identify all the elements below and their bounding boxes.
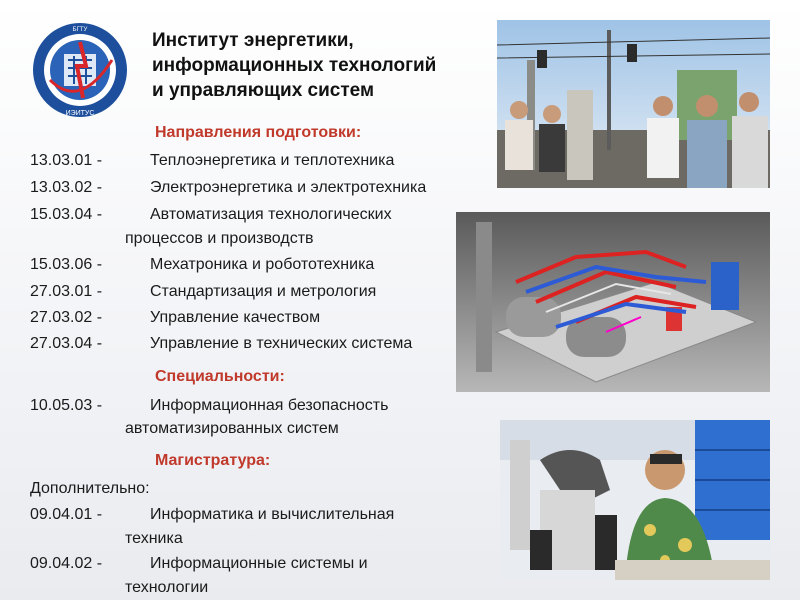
svg-text:ИЭИТУС: ИЭИТУС [65, 110, 95, 117]
master-name: Информатика и вычислительная [150, 506, 395, 523]
master-name-continued: техника [125, 530, 183, 547]
program-name: Мехатроника и робототехника [150, 256, 375, 273]
master-code: 09.04.02 - [30, 555, 103, 572]
title-line-2: информационных технологий [152, 55, 437, 76]
program-code: 27.03.04 - [30, 335, 103, 352]
master-name-continued: технологии [125, 579, 209, 596]
program-name: Автоматизация технологических [150, 206, 392, 223]
program-name: Управление в технических система [150, 335, 413, 352]
program-name: Теплоэнергетика и теплотехника [150, 152, 395, 169]
photo-substation [497, 20, 770, 188]
specialty-name-continued: автоматизированных систем [125, 420, 339, 437]
program-code: 13.03.01 - [30, 152, 103, 169]
program-name: Управление качеством [150, 309, 321, 326]
additional-label: Дополнительно: [30, 480, 150, 497]
institute-logo [30, 20, 130, 120]
photo-robotics-student [500, 420, 770, 580]
program-name: Электроэнергетика и электротехника [150, 179, 427, 196]
program-code: 27.03.02 - [30, 309, 103, 326]
specialty-code: 10.05.03 - [30, 397, 103, 414]
section-heading-napravleniya: Направления подготовки: [155, 124, 362, 141]
title-line-1: Институт энергетики, [152, 30, 354, 51]
program-name: Стандартизация и метрология [150, 283, 377, 300]
title-line-3: и управляющих систем [152, 80, 375, 101]
specialty-name: Информационная безопасность [150, 397, 389, 414]
program-code: 15.03.04 - [30, 206, 103, 223]
section-heading-magistratura: Магистратура: [155, 452, 271, 469]
program-code: 13.03.02 - [30, 179, 103, 196]
master-code: 09.04.01 - [30, 506, 103, 523]
program-code: 15.03.06 - [30, 256, 103, 273]
program-name-continued: процессов и производств [125, 230, 314, 247]
program-code: 27.03.01 - [30, 283, 103, 300]
photo-3d-plant-model [456, 212, 770, 392]
page-title [152, 28, 492, 103]
svg-text:БГТУ: БГТУ [72, 27, 88, 33]
section-heading-specialnosti: Специальности: [155, 368, 285, 385]
master-name: Информационные системы и [150, 555, 368, 572]
